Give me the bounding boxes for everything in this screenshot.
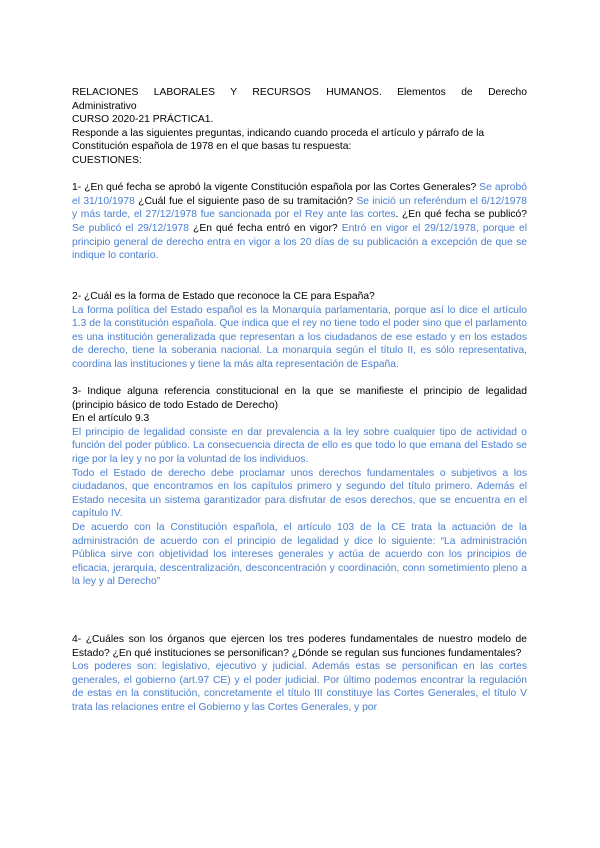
question-1c: . ¿En qué fecha se publicó? <box>395 209 528 221</box>
answer-1c: Se publicó el 29/12/1978 <box>72 222 189 234</box>
answer-3-p3: De acuerdo con la Constitución española, el artículo 103 de la CE trata la actuación de la administración de acuerdo con el principio de legalidad y dice lo siguiente: “La administración Pública sirve con objetividad los intereses generales y actúa de acuerdo con los principios de eficacia, jerarquía, descentralización, desconcentración y coordinación, conn sometimiento pleno a la ley y al Derecho” <box>72 522 527 588</box>
answer-2: La forma política del Estado español es la Monarquía parlamentaria, porque así lo dice el artículo 1.3 de la constitución española. Que indica que el rey no tiene todo el poder sino que el parlamento es una institución generalizada que representan a los ciudadanos de ese estado y en los estados de derecho, tiene la soberania nacional. La monarquía según el título II, es sólo representativa, coordina las instituciones y tiene la más alta representación de España. <box>72 304 527 370</box>
question-4: 4- ¿Cuáles son los órganos que ejercen los tres poderes fundamentales de nuestro modelo de Estado? ¿En qué instituciones se personifican? ¿Dónde se regulan sus funciones fundamentales? <box>72 633 527 659</box>
question-1d: ¿En qué fecha entró en vigor? <box>188 222 342 234</box>
answer-1d: Entró en vigor el 29/12/1978, porque el principio general de derecho entra en vigor a los 20 días de su publicación a excepción de que se indique lo contario. <box>72 222 527 262</box>
question-3-article: En el artículo 9.3 <box>72 413 150 425</box>
answer-1b: Se inició un referéndum el 6/12/1978 y más tarde, el 27/12/1978 fue sancionada por el Rey ante las cortes <box>72 195 527 221</box>
document-title-line1: RELACIONES LABORALES Y RECURSOS HUMANOS. Elementos de Derecho <box>72 87 527 98</box>
course-line: CURSO 2020-21 PRÁCTICA1. <box>72 114 214 126</box>
answer-3-p1: El principio de legalidad consiste en dar prevalencia a la ley sobre cualquier tipo de actividad o función del poder público. La consecuencia directa de ello es que todo lo que emana del Estado se rige por la ley y no por la voluntad de los individuos. <box>72 426 527 466</box>
answer-3-p2: Todo el Estado de derecho debe proclamar unos derechos fundamentales o subjetivos a los ciudadanos, que encontramos en los capítulos primero y segundo del título primero. Además el Estado necesita un sistema garantizador para disfrutar de esos derechos, que se encuentra en el capítulo IV. <box>72 467 527 520</box>
question-3: 3- Indique alguna referencia constitucional en la que se manifieste el principio de legalidad (principio básico de todo Estado de Derecho) <box>72 386 527 411</box>
question-1b: ¿Cuál fue el siguiente paso de su tramitación? <box>134 195 357 207</box>
cuestiones-heading: CUESTIONES: <box>72 154 142 166</box>
answer-4: Los poderes son: legislativo, ejecutivo y judicial. Además estas se personifican en las cortes generales, el gobierno (art.97 CE) y el poder judicial. Por último podemos encontrar la regulación de estas en la constitución, concretamente el título III constituye las Cortes Generales, el título V trata las relaciones entre el Gobierno y las Cortes Generales, y por <box>72 661 527 713</box>
document-page <box>72 86 527 715</box>
document-title-line2: Administrativo <box>72 100 137 112</box>
question-1a: 1- ¿En qué fecha se aprobó la vigente Constitución española por las Cortes Generales? <box>72 182 480 194</box>
answer-1a: Se aprobó el 31/10/1978 <box>72 182 527 207</box>
question-1 <box>72 181 527 263</box>
question-2: 2- ¿Cuál es la forma de Estado que reconoce la CE para España? <box>72 290 375 302</box>
instructions-text: Responde a las siguientes preguntas, indicando cuando proceda el artículo y párrafo de la Constitución española de 1978 en el que basas tu respuesta: <box>72 127 485 153</box>
